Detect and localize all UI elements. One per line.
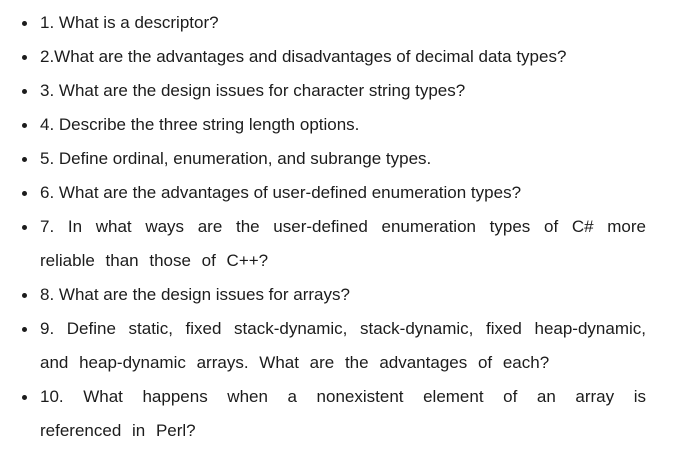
- question-list: [0, 6, 700, 448]
- bullet-icon: [22, 123, 27, 128]
- list-item: [0, 6, 646, 40]
- bullet-icon: [22, 55, 27, 60]
- list-item: [0, 312, 646, 380]
- question-text: 1. What is a descriptor?: [40, 13, 219, 32]
- question-text: 5. Define ordinal, enumeration, and subrange types.: [40, 149, 432, 168]
- bullet-icon: [22, 89, 27, 94]
- question-text: 4. Describe the three string length options.: [40, 115, 360, 134]
- question-text: 7. In what ways are the user-defined enumeration types of C# more reliable than those of C++?: [40, 217, 646, 270]
- list-item: [0, 278, 646, 312]
- question-text: 9. Define static, fixed stack-dynamic, stack-dynamic, fixed heap-dynamic, and heap-dynamic arrays. What are the advantages of each?: [40, 319, 646, 372]
- question-text: 2.What are the advantages and disadvantages of decimal data types?: [40, 47, 567, 66]
- bullet-icon: [22, 395, 27, 400]
- list-item: [0, 176, 646, 210]
- bullet-icon: [22, 293, 27, 298]
- question-text: 3. What are the design issues for character string types?: [40, 81, 466, 100]
- list-item: [0, 142, 646, 176]
- question-text: 10. What happens when a nonexistent element of an array is referenced in Perl?: [40, 387, 646, 440]
- list-item: [0, 380, 646, 448]
- question-text: 8. What are the design issues for arrays?: [40, 285, 350, 304]
- bullet-icon: [22, 327, 27, 332]
- bullet-icon: [22, 21, 27, 26]
- bullet-icon: [22, 225, 27, 230]
- list-item: [0, 210, 646, 278]
- bullet-icon: [22, 157, 27, 162]
- list-item: [0, 40, 646, 74]
- list-item: [0, 108, 646, 142]
- question-text: 6. What are the advantages of user-defined enumeration types?: [40, 183, 522, 202]
- list-item: [0, 74, 646, 108]
- bullet-icon: [22, 191, 27, 196]
